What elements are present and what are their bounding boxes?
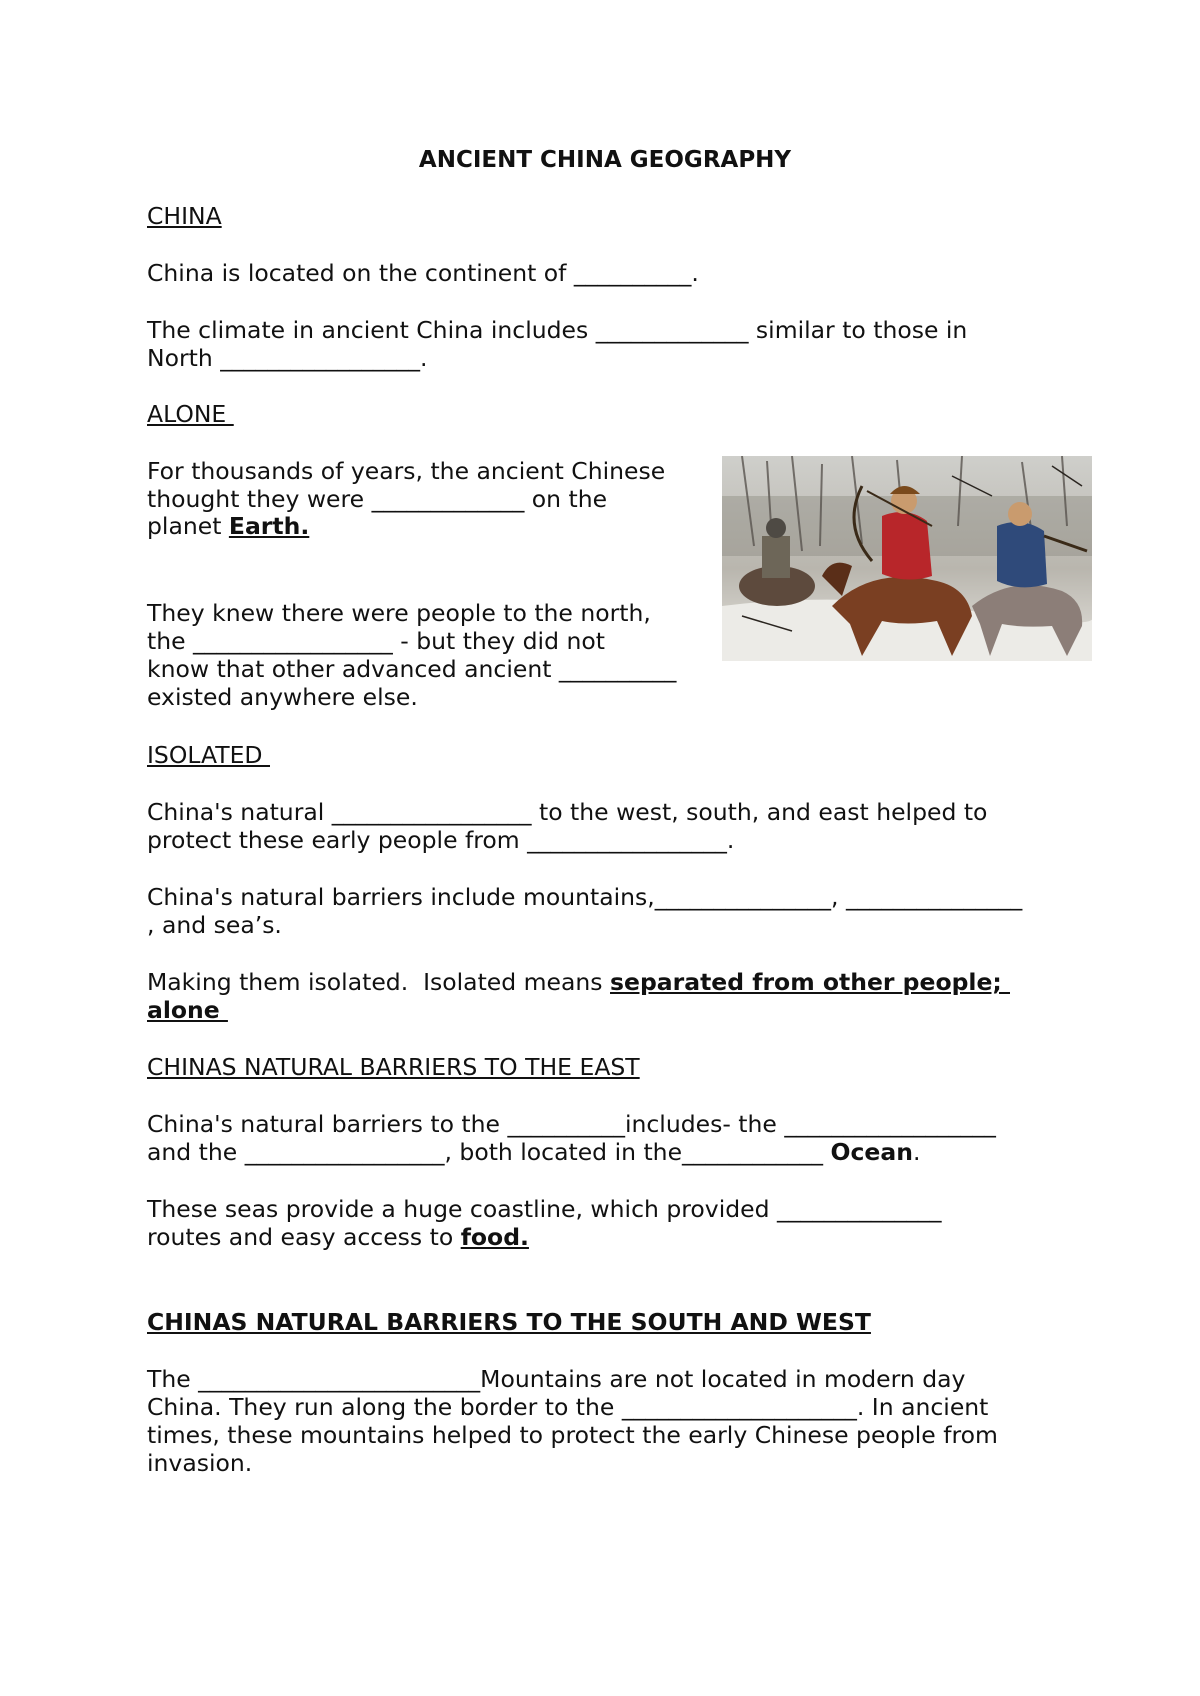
isolated-definition-line-1 [147,968,1010,996]
heading-china: CHINA [147,202,222,230]
food-keyword: food. [460,1223,529,1251]
east-line-2-text: and the _________________, both located in the____________ [147,1138,831,1166]
climate-line-1: The climate in ancient China includes _____________ similar to those in [147,316,968,344]
barriers-line-2: , and sea’s. [147,911,282,939]
page-title: ANCIENT CHINA GEOGRAPHY [418,147,792,173]
alone-line-3-text: planet [147,512,229,540]
coastline-line-2-text: routes and easy access to [147,1223,461,1251]
climate-line-2: North _________________. [147,344,428,372]
east-line-2-end: . [912,1138,921,1166]
china-continent-line: China is located on the continent of __________. [147,259,699,287]
alone-line-1: For thousands of years, the ancient Chinese [147,457,666,485]
isolated-definition-line-2: alone [147,996,228,1024]
coastline-line-2 [147,1223,529,1251]
north-line-2: the _________________ - but they did not [147,627,605,655]
east-line-1: China's natural barriers to the __________includes- the __________________ [147,1110,996,1138]
alone-line-2: thought they were _____________ on the [147,485,608,513]
mounted-archers-painting-icon [722,456,1092,661]
north-line-4: existed anywhere else. [147,683,418,711]
south-west-line-1: The ________________________Mountains are not located in modern day [147,1365,966,1393]
heading-east: CHINAS NATURAL BARRIERS TO THE EAST [147,1053,640,1081]
earth-keyword: Earth. [228,512,310,540]
south-west-line-4: invasion. [147,1449,253,1477]
isolated-line-1: China's natural _________________ to the west, south, and east helped to [147,798,988,826]
isolated-definition-keyword: separated from other people; [610,968,1010,996]
east-line-2 [147,1138,920,1166]
north-line-3: know that other advanced ancient __________ [147,655,677,683]
alone-line-3 [147,512,309,540]
coastline-line-1: These seas provide a huge coastline, which provided ______________ [147,1195,942,1223]
isolated-line-2: protect these early people from _________________. [147,826,735,854]
heading-south-west: CHINAS NATURAL BARRIERS TO THE SOUTH AND WEST [147,1308,871,1336]
south-west-line-2: China. They run along the border to the ____________________. In ancient [147,1393,989,1421]
ocean-keyword: Ocean [830,1138,913,1166]
barriers-line-1: China's natural barriers include mountains,_______________, _______________ [147,883,1023,911]
south-west-line-3: times, these mountains helped to protect the early Chinese people from [147,1421,998,1449]
heading-alone: ALONE [147,400,234,428]
isolated-definition-text: Making them isolated. Isolated means [147,968,611,996]
heading-isolated: ISOLATED [147,741,270,769]
north-line-1: They knew there were people to the north, [147,599,651,627]
mounted-archers-image [722,456,1092,661]
